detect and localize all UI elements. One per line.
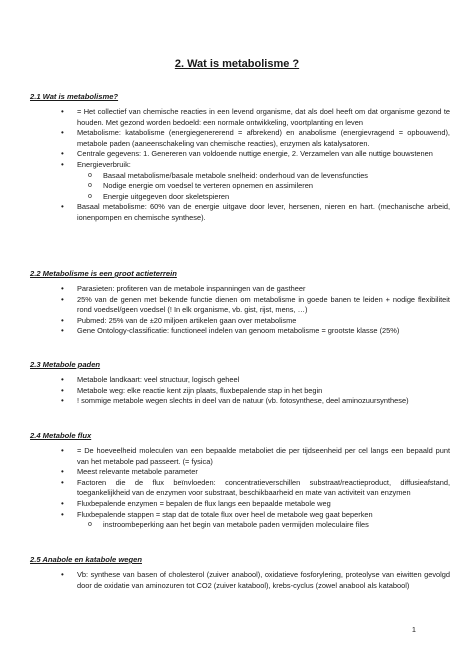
list-item: • Centrale gegevens: 1. Genereren van voldoende nuttige energie, 2. Verzamelen van alle nuttige bouwstenen: [30, 149, 450, 160]
list-item: • Energieverbruik:: [30, 160, 450, 171]
section-heading: 2.3 Metabole paden: [30, 360, 101, 369]
sub-list-item: o Basaal metabolisme/basale metabole snelheid: onderhoud van de levensfuncties: [30, 171, 450, 182]
list-item: • ! sommige metabole wegen slechts in deel van de natuur (vb. fotosynthese, deel aminozuursynthese): [30, 396, 450, 407]
list-item: • Fluxbepalende enzymen = bepalen de flux langs een bepaalde metabole weg: [30, 499, 450, 510]
section-2-4: [30, 431, 450, 531]
list-item: • Vb: synthese van basen of cholesterol (zuiver anabool), oxidatieve fosforylering, proteolyse van eiwitten gevolgd door de oxidatie van aminozuren tot CO2 (zuiver katabool), krebs-cyclus (zowel anabool als katabool): [30, 570, 450, 591]
list-item: • Meest relevante metabole parameter: [30, 467, 450, 478]
list-item: • Fluxbepalende stappen = stap dat de totale flux over heel de metabole weg gaat beperken: [30, 510, 450, 521]
list-item: • Metabole weg: elke reactie kent zijn plaats, fluxbepalende stap in het begin: [30, 386, 450, 397]
bullet-list: [30, 570, 450, 591]
section-heading: 2.2 Metabolisme is een groot actieterrein: [30, 269, 177, 278]
list-item: • Metabole landkaart: veel structuur, logisch geheel: [30, 375, 450, 386]
list-item: • = De hoeveelheid moleculen van een bepaalde metaboliet die per tijdseenheid per cel langs een bepaald punt van het metabole pad passeert. (= fysica): [30, 446, 450, 467]
bullet-list: [30, 446, 450, 531]
sub-list-item: o Nodige energie om voedsel te verteren opnemen en assimileren: [30, 181, 450, 192]
section-2-5: [30, 555, 450, 591]
list-item: • = Het collectief van chemische reacties in een levend organisme, dat als doel heeft om dat organisme gezond te houden. Met gezond worden bedoeld: een normale ontwikkeling, voortplanting en leven: [30, 107, 450, 128]
list-item: • Gene Ontology-classificatie: functioneel indelen van genoom metabolisme = grootste klasse (25%): [30, 326, 450, 337]
bullet-list: [30, 284, 450, 337]
bullet-list: [30, 375, 450, 407]
sub-list-item: o Energie uitgegeven door skeletspieren: [30, 192, 450, 203]
list-item: • Factoren die de flux beïnvloeden: concentratieverschillen substraat/reactieproduct, diffusieafstand, toegankelijkheid van de enzymen voor substraat, beschikbaarheid en mate van activiteit van enzymen: [30, 478, 450, 499]
section-2-1: [30, 92, 450, 224]
list-item: • Parasieten: profiteren van de metabole inspanningen van de gastheer: [30, 284, 450, 295]
page-number: 1: [411, 625, 416, 634]
section-heading: 2.4 Metabole flux: [30, 431, 92, 440]
section-2-3: [30, 360, 450, 407]
list-item: • 25% van de genen met bekende functie dienen om metabolisme in goede banen te leiden + nodige flexibiliteit rond voedsel/geen voedsel (! In elk organisme, vb. gist, rijst, mens, …): [30, 295, 450, 316]
bullet-list: [30, 107, 450, 224]
list-item: • Basaal metabolisme: 60% van de energie uitgave door lever, hersenen, nieren en hart. (mechanische arbeid, ionenpompen en chemische synthese).: [30, 202, 450, 223]
sub-list-item: o instroombeperking aan het begin van metabole paden vermijden moleculaire files: [30, 520, 450, 531]
page-title: 2. Wat is metabolisme ?: [174, 58, 300, 70]
section-2-2: [30, 269, 450, 337]
section-heading: 2.1 Wat is metabolisme?: [30, 92, 119, 101]
list-item: • Pubmed: 25% van de ±20 miljoen artikelen gaan over metabolisme: [30, 316, 450, 327]
section-heading: 2.5 Anabole en katabole wegen: [30, 555, 142, 564]
list-item: • Metabolisme: katabolisme (energiegenererend = afbrekend) en anabolisme (energievragend = opbouwend), metabole paden (aaneenschakeling van chemische reacties), enzymen als katalysatoren.: [30, 128, 450, 149]
